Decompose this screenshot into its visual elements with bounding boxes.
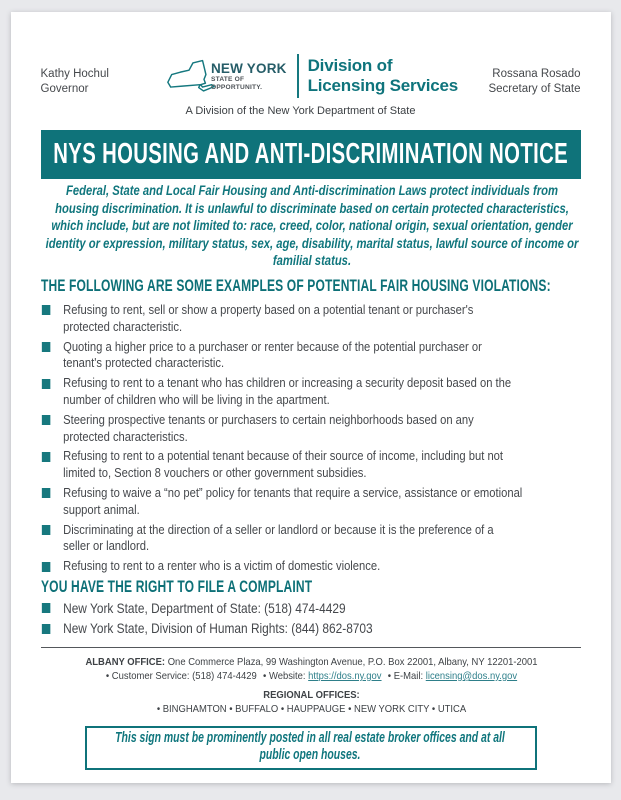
complaint-heading-text: YOU HAVE THE RIGHT TO FILE A COMPLAINT — [40, 577, 312, 596]
violation-item-text: Refusing to waive a “no pet” policy for tenants that require a service, assistance or emotional support animal. — [62, 484, 522, 517]
violation-item — [41, 448, 523, 482]
violation-item — [41, 412, 523, 446]
website-link[interactable]: https://dos.ny.gov — [307, 669, 382, 682]
violations-heading-text: THE FOLLOWING ARE SOME EXAMPLES OF POTENTIAL FAIR HOUSING VIOLATIONS: — [40, 276, 551, 295]
document-header — [41, 12, 581, 98]
violation-item-text: Refusing to rent, sell or show a property based on a potential tenant or purchaser's protected characteristic. — [62, 301, 473, 334]
contact-line — [41, 669, 582, 683]
complaint-item-text: New York State, Department of State: (518) 474-4429 — [62, 599, 346, 616]
violation-item — [41, 558, 523, 575]
violation-item — [41, 485, 523, 519]
violation-item — [41, 375, 523, 409]
posting-notice-text: This sign must be prominently posted in all real estate broker offices and at all public open houses. — [115, 729, 505, 764]
violation-item — [41, 522, 523, 556]
ny-state-outline-icon — [163, 55, 217, 97]
division-line-1: Division of — [307, 56, 393, 75]
violation-item — [41, 302, 523, 336]
violations-list — [41, 302, 523, 575]
albany-office-line — [41, 655, 582, 669]
secretary-title: Secretary of State — [488, 83, 581, 95]
violations-heading — [41, 278, 581, 295]
violation-item-text: Discriminating at the direction of a seller or landlord or because it is the preference of a seller or landlord. — [62, 521, 494, 554]
violation-item-text: Quoting a higher price to a purchaser or renter because of the potential purchaser or tenant's protected characteristic. — [62, 338, 482, 371]
notice-title-banner — [41, 130, 581, 179]
secretary-name: Rossana Rosado — [492, 68, 581, 80]
regional-offices-cities: • BINGHAMTON • BUFFALO • HAUPPAUGE • NEW YORK CITY • UTICA — [156, 702, 466, 715]
complaint-item — [41, 620, 523, 638]
governor-block — [41, 54, 145, 98]
notice-title: NYS HOUSING AND ANTI-DISCRIMINATION NOTICE — [53, 138, 568, 170]
violation-item-text: Refusing to rent to a tenant who has children or increasing a security deposit based on the number of children who will be living in the apartment. — [62, 375, 511, 407]
regional-offices-heading: REGIONAL OFFICES: — [262, 688, 360, 701]
email-label: • E-Mail: — [387, 669, 423, 682]
notice-document — [11, 12, 611, 783]
website-label: • Website: — [262, 669, 306, 682]
violation-item-text: Refusing to rent to a renter who is a victim of domestic violence. — [62, 558, 380, 574]
complaint-heading — [41, 579, 581, 596]
complaint-item-text: New York State, Division of Human Rights: (844) 862-8703 — [62, 620, 373, 637]
logo-new-york: NEW YORK — [210, 61, 287, 77]
violation-item-text: Steering prospective tenants or purchasers to certain neighborhoods based on any protected characteristics. — [62, 411, 474, 444]
logo-state-of: STATE OF — [210, 75, 245, 83]
department-subtitle: A Division of the New York Department of State — [185, 105, 416, 117]
violation-item-text: Refusing to rent to a potential tenant because of their source of income, including but not limited to, Section 8 vouchers or other government subsidies. — [62, 448, 503, 481]
secretary-block — [477, 54, 581, 98]
governor-name: Kathy Hochul — [40, 68, 109, 80]
posting-notice-box — [85, 726, 537, 770]
division-line-2: Licensing Services — [307, 76, 459, 95]
violation-item — [41, 339, 523, 373]
footer — [41, 655, 582, 716]
nys-logo — [163, 54, 458, 98]
division-name — [308, 56, 458, 96]
customer-service-text: • Customer Service: (518) 474-4429 — [105, 669, 257, 682]
email-link[interactable]: licensing@dos.ny.gov — [425, 669, 517, 682]
logo-divider — [297, 54, 299, 98]
logo-opportunity: OPPORTUNITY. — [210, 83, 263, 91]
footer-divider — [41, 647, 581, 648]
complaint-list — [41, 600, 523, 638]
albany-office-address: One Commerce Plaza, 99 Washington Avenue, P.O. Box 22001, Albany, NY 12201-2001 — [167, 655, 538, 668]
intro-paragraph: Federal, State and Local Fair Housing and Anti-discrimination Laws protect individuals from housing discrimination. It is unlawful to discriminate based on certain protected characteristics, which include, but are not limited to: race, creed, color, national origin, sexual orientation, gender identity or expression, military status, sex, age, disability, marital status, lawful source of income or familial status. — [45, 183, 578, 269]
albany-office-label: ALBANY OFFICE: — [84, 655, 165, 668]
complaint-item — [41, 600, 523, 618]
governor-title: Governor — [40, 83, 89, 95]
logo-wordmark — [211, 60, 287, 92]
